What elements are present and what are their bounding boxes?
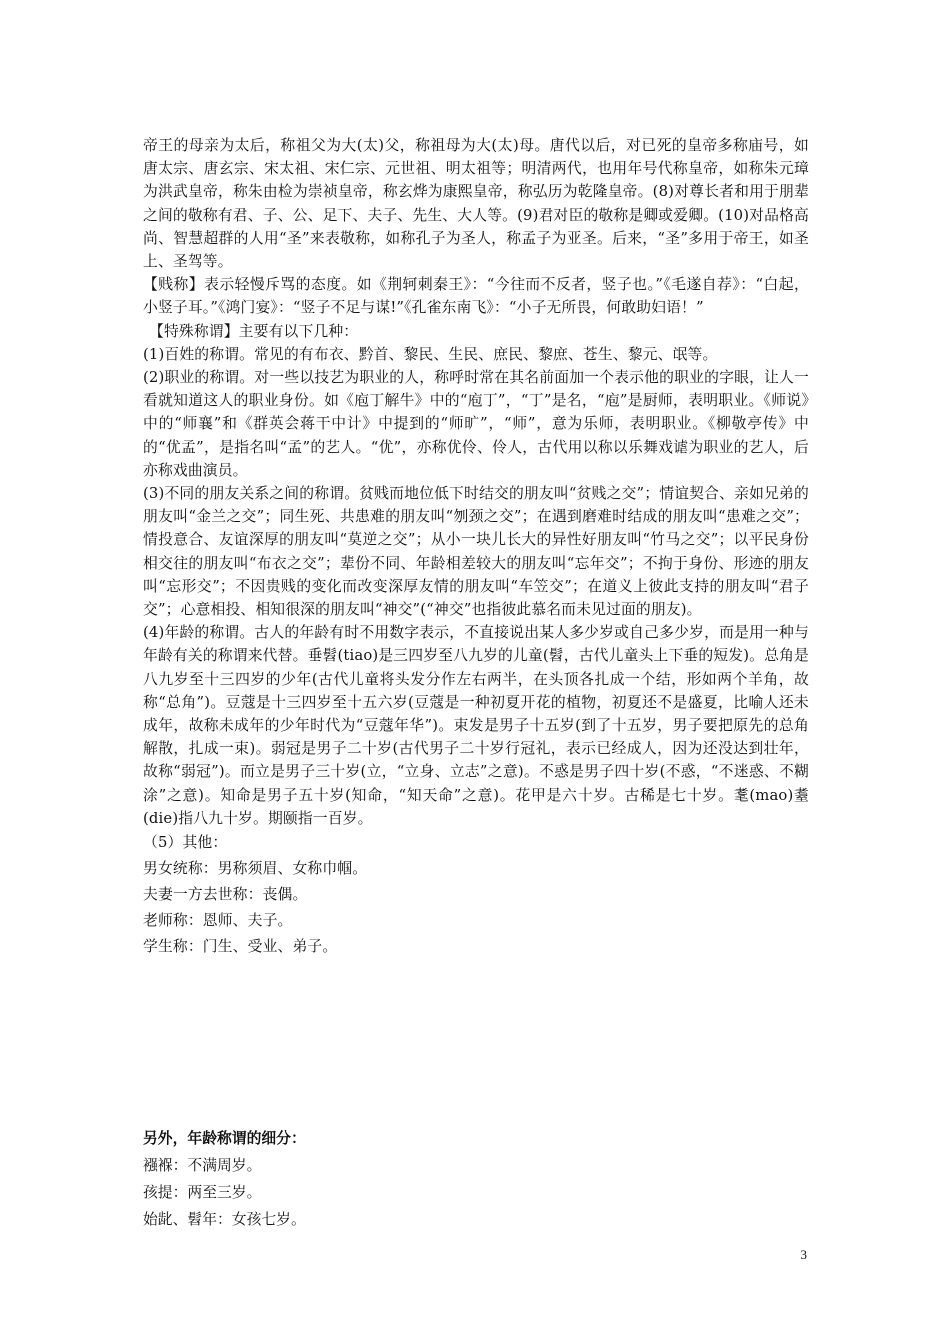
paragraph-other-3: 老师称：恩师、夫子。 xyxy=(143,912,293,930)
list-item: 始龀、髫年：女孩七岁。 xyxy=(143,1211,306,1228)
paragraph-derogatory: 【贱称】表示轻慢斥骂的态度。如《荆轲刺秦王》：“今往而不反者，竖子也。”《毛遂自荐》：“白起，小竖子耳。”《鸿门宴》：“竖子不足与谋!”《孔雀东南飞》：“小子无所畏，何敢助妇语！” xyxy=(143,276,809,317)
paragraph-other-2: 夫妻一方去世称：丧偶。 xyxy=(143,886,308,904)
paragraph-honorifics: 帝王的母亲为太后，称祖父为大(太)父，称祖母为大(太)母。唐代以后，对已死的皇帝多称庙号，如唐太宗、唐玄宗、宋太祖、宋仁宗、元世祖、明太祖等；明清两代，也用年号代称皇帝，如称朱元璋为洪武皇帝，称朱由检为崇祯皇帝，称玄烨为康熙皇帝，称弘历为乾隆皇帝。(8)对尊长者和用于朋辈之间的敬称有君、子、公、足下、夫子、先生、大人等。(9)君对臣的敬称是卿或爱卿。(10)对品格高尚、智慧超群的人用“圣”来表敬称，如称孔子为圣人，称孟子为亚圣。后来，“圣”多用于帝王，如圣上、圣驾等。 xyxy=(143,137,809,271)
paragraph-occupations: (2)职业的称谓。对一些以技艺为职业的人，称呼时常在其名前面加一个表示他的职业的字眼，让人一看就知道这人的职业身份。如《庖丁解牛》中的“庖丁”，“丁”是名，“庖”是厨师，表明职业。《师说》中的“师襄”和《群英会蒋干中计》中提到的“师旷”，“师”，意为乐师，表明职业。《柳敬亭传》中的“优孟”，是指名叫“孟”的艺人。“优”，亦称优伶、伶人，古代用以称以乐舞戏谑为职业的艺人，后亦称戏曲演员。 xyxy=(143,369,809,479)
list-item: 孩提：两至三岁。 xyxy=(143,1184,262,1201)
paragraph-special-intro: 【特殊称谓】主要有以下几种： xyxy=(149,322,359,340)
body-text xyxy=(143,134,809,960)
paragraph-commoners: (1)百姓的称谓。常见的有布衣、黔首、黎民、生民、庶民、黎庶、苍生、黎元、氓等。 xyxy=(143,345,718,363)
paragraph-friendships: (3)不同的朋友关系之间的称谓。贫贱而地位低下时结交的朋友叫“贫贱之交”；情谊契合、亲如兄弟的朋友叫“金兰之交”；同生死、共患难的朋友叫“刎颈之交”；在遇到磨难时结成的朋友叫“患难之交”；情投意合、友谊深厚的朋友叫“莫逆之交”；从小一块儿长大的异性好朋友叫“竹马之交”；以平民身份相交往的朋友叫“布衣之交”；辈份不同、年龄相差较大的朋友叫“忘年交”；不拘于身份、形迹的朋友叫“忘形交”；不因贵贱的变化而改变深厚友情的朋友叫“车笠交”；在道义上彼此支持的朋友叫“君子交”；心意相投、相知很深的朋友叫“神交”(“神交”也指彼此慕名而未见过面的朋友)。 xyxy=(143,485,809,619)
list-item: 襁褓：不满周岁。 xyxy=(143,1157,262,1174)
section-heading: 另外，年龄称谓的细分： xyxy=(143,1130,306,1147)
paragraph-other-4: 学生称：门生、受业、弟子。 xyxy=(143,938,338,956)
paragraph-ages: (4)年龄的称谓。古人的年龄有时不用数字表示，不直接说出某人多少岁或自己多少岁，而是用一种与年龄有关的称谓来代替。垂髫(tiao)是三四岁至八九岁的儿童(髫，古代儿童头上下垂的短发)。总角是八九岁至十三四岁的少年(古代儿童将头发分作左右两半，在头顶各扎成一个结，形如两个羊角，故称“总角”)。豆蔻是十三四岁至十五六岁(豆蔻是一种初夏开花的植物，初夏还不是盛夏，比喻人还未成年，故称未成年的少年时代为“豆蔻年华”)。束发是男子十五岁(到了十五岁，男子要把原先的总角解散，扎成一束)。弱冠是男子二十岁(古代男子二十岁行冠礼，表示已经成人，因为还没达到壮年，故称“弱冠”)。而立是男子三十岁(立，“立身、立志”之意)。不惑是男子四十岁(不惑，“不迷惑、不糊涂”之意)。知命是男子五十岁(知命，“知天命”之意)。花甲是六十岁。古稀是七十岁。耄(mao)耋(die)指八九十岁。期颐指一百岁。 xyxy=(143,624,809,827)
page-number: 3 xyxy=(800,1247,807,1262)
age-subdivision-section xyxy=(143,1125,809,1233)
paragraph-other-heading: （5）其他： xyxy=(143,834,228,852)
paragraph-other-1: 男女统称：男称须眉、女称巾帼。 xyxy=(143,860,368,878)
